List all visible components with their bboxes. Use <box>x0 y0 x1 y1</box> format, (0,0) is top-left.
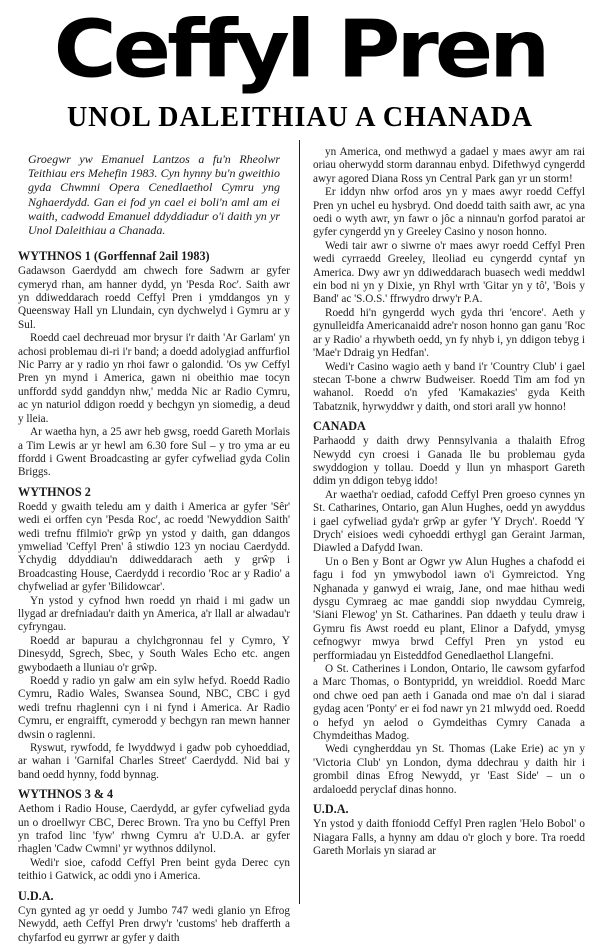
body-paragraph: Roedd y radio yn galw am ein sylw hefyd. Roedd Radio Cymru, Radio Wales, Swansea Sound, NBC, CBC i gyd wedi trefnu rhaglenni cyn i ni fynd i America. Ar Radio Cymru, er engraifft, cymerodd y bechgyn ran mewn hanner dwsin o raglenni. <box>18 675 290 741</box>
section-heading: WYTHNOS 3 & 4 <box>18 787 114 802</box>
section-heading: CANADA <box>313 419 366 434</box>
body-paragraph: Ryswut, rywfodd, fe lwyddwyd i gadw pob cyhoeddiad, ar wahan i 'Garnifal Charles Street' Caerdydd. Nid bai y band oedd hynny, fodd bynnag. <box>18 742 290 781</box>
column-divider <box>299 140 300 904</box>
body-paragraph: Un o Ben y Bont ar Ogwr yw Alun Hughes a chafodd ei fagu i fod yn ymwybodol iawn o'i Gymreictod. Yng Nghanada y ganwyd ei wraig, Jane, ond mae hithau wedi dysgu Cymraeg ac mae ganddi siop nwyddau Cymreig, 'Siani Flewog' yn St. Catharines. Pan ddaeth y teulu draw i Gymru fis Awst roedd eu plant, Elinor a Dafydd, ymysg cefnogwyr mwya brwd Ceffyl Pren yn ystod eu perfformiadau yn Eisteddfod Genedlaethol Llangefni. <box>313 555 585 662</box>
right-sections <box>313 146 585 858</box>
body-paragraph: Wedi cyngherddau yn St. Thomas (Lake Erie) ac yn y 'Victoria Club' yn London, dyma ddechrau y daith hir i grombil dinas Efrog Newydd, yr 'East Side' – un o ardaloedd peryclaf dinas honno. <box>313 743 585 796</box>
section-heading: WYTHNOS 1 (Gorffennaf 2ail 1983) <box>18 249 210 264</box>
article-subhead: UNOL DALEITHIAU A CHANADA <box>66 102 534 133</box>
body-paragraph: Wedi'r sioe, cafodd Ceffyl Pren beint gyda Derec cyn teithio i Gatwick, ac oddi yno i America. <box>18 856 290 883</box>
section-heading: U.D.A. <box>313 802 349 817</box>
section-heading: WYTHNOS 2 <box>18 484 91 499</box>
body-paragraph: Yn ystod y cyfnod hwn roedd yn rhaid i mi gadw un llygad ar drefniadau'r daith yn America, a'r llall ar alwadau'r cyfryngau. <box>18 594 290 634</box>
body-paragraph: Roedd ar bapurau a chylchgronnau fel y Cymro, Y Dinesydd, Sgrech, Sbec, y South Wales Echo etc. angen gwybodaeth a lluniau o'r grŵp. <box>18 634 290 674</box>
body-paragraph: Wedi tair awr o siwrne o'r maes awyr roedd Ceffyl Pren wedi cyrraedd Greeley, lleoliad eu cyngerdd cyntaf yn America. Dwy awr yn ddiweddarach buasech wedi meddwl ein bod ni yn y Dixie, yn Rhyl wrth 'Gitar yn y tô', 'Bois y Band' ac 'S.O.S.' ffrwydro drwy'r P.A. <box>313 239 585 306</box>
body-paragraph: Parhaodd y daith drwy Pennsylvania a thalaith Efrog Newydd cyn croesi i Ganada lle bu problemau gyda swyddogion y tollau. Doedd y llun yn mhasport Gareth ddim yn ddigon tebyg iddo! <box>313 435 585 488</box>
body-paragraph: Wedi'r Casino wagio aeth y band i'r 'Country Club' i gael stecan T-bone a chwrw Budweiser. Roedd Tim am fod yn wahanol. Roedd o'n yfed 'Kamakazies' gyda Keith Tabatznik, hyrwyddwr y daith, ond stori arall yw honno! <box>313 360 585 413</box>
left-sections <box>18 249 290 945</box>
masthead-title: Ceffyl Pren <box>53 3 547 96</box>
left-column <box>18 146 290 944</box>
intro-paragraph: Groegwr yw Emanuel Lantzos a fu'n Rheolwr Teithiau ers Mehefin 1983. Cyn hynny bu'n gweithio gyda Chwmni Opera Cenedlaethol Cymru yng Nghaerdydd. Gan ei fod yn cael ei boli'n aml am ei waith, cadwodd Emanuel ddyddiadur o'i daith yn yr Unol Daleithiau a Chanada. <box>28 152 280 238</box>
body-paragraph: Cyn gynted ag yr oedd y Jumbo 747 wedi glanio yn Efrog Newydd, aeth Ceffyl Pren drwy'r 'customs' heb drafferth a chyfarfod eu gyrrwr ar gyfer y daith <box>18 904 290 944</box>
body-paragraph: yn America, ond methwyd a gadael y maes awyr am rai oriau oherwydd storm darannau enbyd. Difethwyd cyngerdd awyr agored Diana Ross yn Central Park gan yr un storm! <box>313 146 585 185</box>
body-paragraph: Gadawson Gaerdydd am chwech fore Sadwrn ar gyfer cymeryd rhan, am hanner dydd, yn 'Pesda Roc'. Saith awr yn ddiweddarach roedd Ceffyl Pren i ymddangos yn y Queensway Hall yn Llundain, cyn dychwelyd i Gymru ar y Sul. <box>18 265 290 331</box>
section-heading: U.D.A. <box>18 888 54 903</box>
body-paragraph: O St. Catherines i London, Ontario, lle cawsom gyfarfod a Marc Thomas, o Bontypridd, yn wreiddiol. Roedd Marc ond chwe oed pan aeth i Ganada ond mae o'n dal i siarad gydag acen 'Ponty' er ei fod nawr yn 21 mlwydd oed. Roedd o hefyd yn aelod o Gymdeithas Cymry Canada a Chymdeithas Madog. <box>313 663 585 743</box>
masthead <box>0 0 600 100</box>
body-paragraph: Er iddyn nhw orfod aros yn y maes awyr roedd Ceffyl Pren yn uchel eu hysbryd. Ond doedd taith saith awr, ac yna oedi o wyth awr, yn fawr o jôc a ninnau'n gorfod paratoi ar gyfer cyngerdd yn y Greeley Casino y noson honno. <box>313 186 585 239</box>
body-paragraph: Aethom i Radio House, Caerdydd, ar gyfer cyfweliad gyda un o droellwyr CBC, Derec Brown. Tra yno bu Ceffyl Pren yn trafod linc 'fyw' rhwng Cymru a'r U.D.A. ar gyfer rhaglen 'Cadw Cwmni' yr wythnos ddilynol. <box>18 803 290 856</box>
body-paragraph: Ar waetha hyn, a 25 awr heb gwsg, roedd Gareth Morlais a Tim Lewis ar yr hewl am 6.30 fore Sul – y tro yma ar eu ffordd i Gwent Broadcasting ar gyfer cyfweliad gyda Colin Briggs. <box>18 426 290 479</box>
body-paragraph: Yn ystod y daith ffoniodd Ceffyl Pren raglen 'Helo Bobol' o Niagara Falls, a hynny am ddau o'r gloch y bore. Tra roedd Gareth Morlais yn siarad ar <box>313 818 585 857</box>
body-paragraph: Roedd cael dechreuad mor brysur i'r daith 'Ar Garlam' yn achosi problemau di-ri i'r band; a doedd adolygiad anffurfiol Nic Parry ar y radio yn rhoi fawr o galondid. 'Os yw Ceffyl Pren yn mynd i America, gawn ni obeithio mae tocyn unffordd sydd ganddyn nhw,' medda Nic ar Radio Cymru, ac yn naturiol ddigon roedd y bechgyn yn siomedig, a deud y lleia. <box>18 332 290 425</box>
body-paragraph: Roedd y gwaith teledu am y daith i America ar gyfer 'Sêr' wedi ei orffen cyn 'Pesda Roc', ac roedd 'Newyddion Saith' wedi trefnu ffilmio'r grŵp yn ystod y daith, gan ddangos ymweliad 'Ceffyl Pren' â stiwdio 123 yn nociau Caerdydd. Ychydig ddyddiau'n ddiweddarach aeth y grŵp i Broadcasting House, Caerdydd i recordio 'Roc ar y Radio' a chyfweliad ar gyfer 'Bilidowcar'. <box>18 500 290 594</box>
right-column <box>313 146 585 904</box>
body-paragraph: Ar waetha'r oediad, cafodd Ceffyl Pren groeso cynnes yn St. Catharines, Ontario, gan Alun Hughes, oedd yn awyddus i gael cyfweliad gyda'r grŵp ar gyfer 'Y Drych'. Roedd 'Y Drych' eisioes wedi cyhoeddi erthygl gan Geraint Jarman, Diawled a Dafydd Iwan. <box>313 488 585 555</box>
body-paragraph: Roedd hi'n gyngerdd wych gyda thri 'encore'. Aeth y gynulleidfa Americanaidd adre'r noson honno gan ganu 'Roc ar y Radio' a rhywbeth oedd, yn fy nhyb i, yn ddigon tebyg i 'Mae'r Ddraig yn Hedfan'. <box>313 306 585 360</box>
